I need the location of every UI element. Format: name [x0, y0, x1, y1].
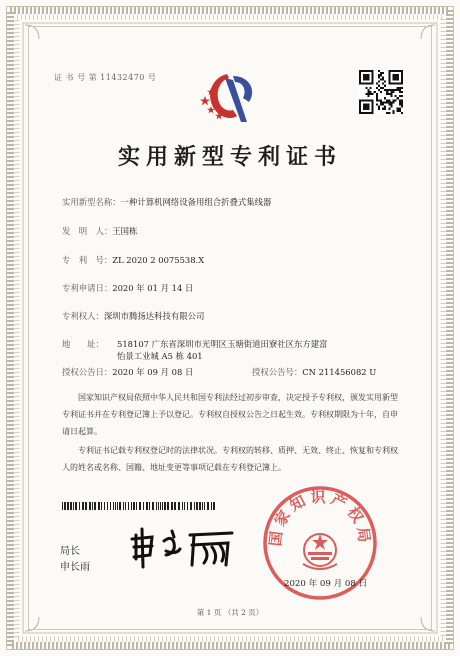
page-indicator: 第 1 页 （共 2 页） [196, 608, 264, 617]
grant-date-row [62, 366, 193, 378]
certificate-title: 实用新型专利证书 [117, 144, 342, 170]
patentee-value: 深圳市腾扬达科技有限公司 [103, 311, 205, 321]
patentee-label: 专利权人： [62, 311, 104, 321]
application-date-label: 专利申请日： [62, 283, 113, 293]
barcode [62, 502, 216, 510]
utility-model-name-value: 一种计算机网络设备用组合折叠式集线器 [120, 197, 272, 207]
certificate-paragraph-2: 专利证书记载专利权登记时的法律状况。专利权的转移、质押、无效、终止、恢复和专利权人的姓名或名称、国籍、地址变更等事项记载在专利登记簿上。 [62, 446, 398, 472]
address-label: 地 址： [62, 339, 104, 349]
director-signature [128, 521, 238, 571]
certificate-number: 证 书 号 第 11432470 号 [54, 73, 157, 82]
qr-code [359, 70, 403, 114]
grant-number-value: CN 211456082 U [302, 367, 377, 377]
grant-date-label: 授权公告日： [62, 367, 113, 377]
inventor-value: 王国栋 [112, 226, 138, 236]
patentee-row [62, 310, 204, 322]
patent-number-value: ZL 2020 2 0075538.X [112, 255, 205, 265]
inventor-row [62, 225, 137, 237]
address-row [62, 338, 328, 350]
certificate-paragraph-1: 国家知识产权局依照中华人民共和国专利法经过初步审查，决定授予专利权，颁发实用新型专利证书并在专利登记簿上予以登记。专利权自授权公告之日起生效。专利权期限为十年，自申请日起算。 [62, 393, 398, 436]
application-date-row [62, 282, 193, 294]
utility-model-name-row [62, 196, 271, 208]
inventor-label: 发 明 人： [62, 226, 113, 236]
grant-date-value: 2020 年 09 月 08 日 [112, 367, 194, 377]
seal-date: 2020 年 09 月 08 日 [284, 579, 368, 589]
patent-number-row [62, 254, 204, 266]
director-name: 申长雨 [60, 562, 90, 573]
utility-model-name-label: 实用新型名称： [62, 197, 121, 207]
director-title: 局长 [60, 546, 80, 557]
grant-number-row [252, 366, 376, 378]
seal-text: 国家知识产权局 [266, 488, 374, 548]
address-value-line-2: 怡景工业城 A5 栋 401 [117, 351, 203, 361]
application-date-value: 2020 年 01 月 14 日 [112, 283, 194, 293]
grant-number-label: 授权公告号： [252, 367, 303, 377]
cnipa-logo-icon [197, 70, 263, 128]
patent-number-label: 专 利 号： [62, 255, 113, 265]
address-value-line-1: 518107 广东省深圳市光明区玉塘街道田寮社区东方建富 [117, 339, 328, 349]
